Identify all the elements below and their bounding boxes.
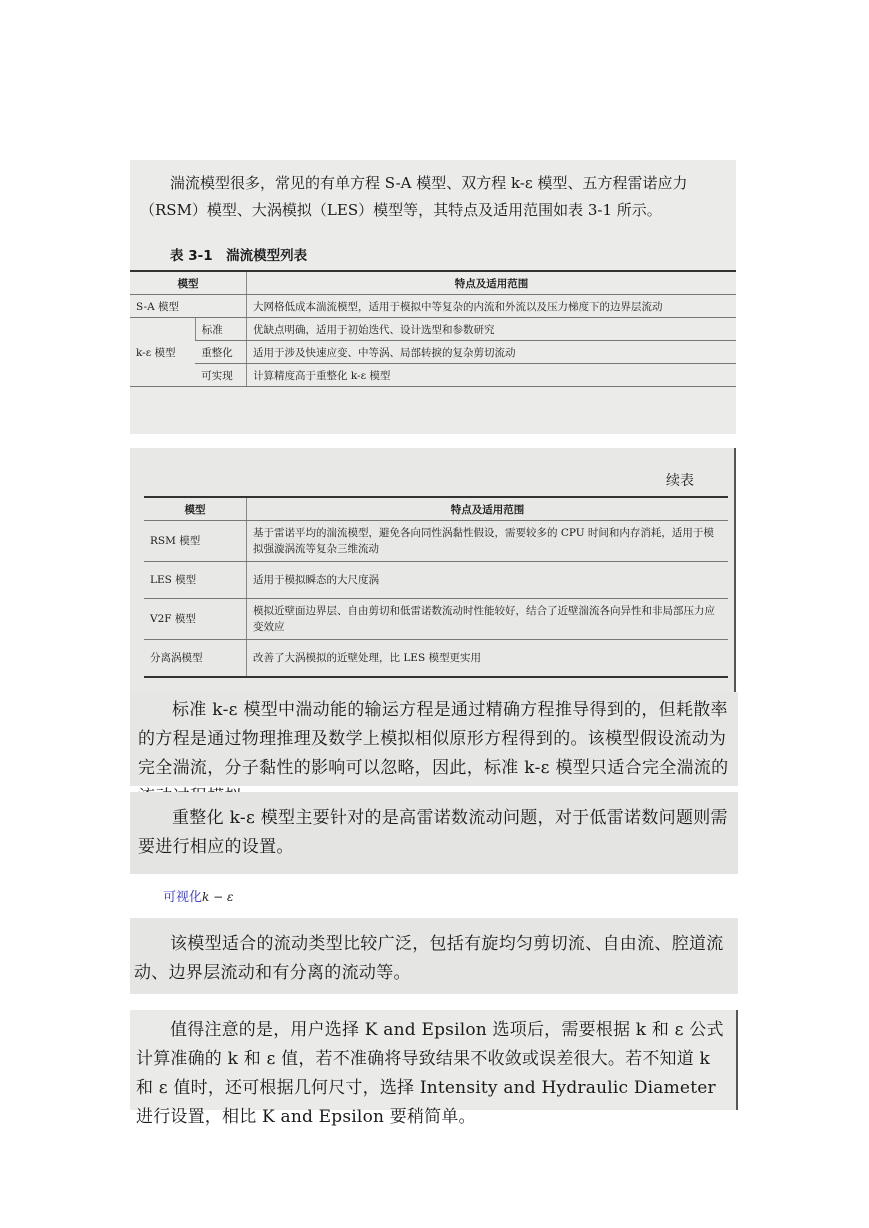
header-model: 模型 bbox=[144, 497, 247, 521]
table-header-row bbox=[130, 271, 736, 295]
intro-paragraph: 湍流模型很多，常见的有单方程 S-A 模型、双方程 k-ε 模型、五方程雷诺应力（RSM）模型、大涡模拟（LES）模型等，其特点及适用范围如表 3-1 所示。 bbox=[140, 174, 688, 219]
scan-block-table-3-1 bbox=[130, 160, 736, 434]
model-cell: S-A 模型 bbox=[130, 295, 247, 318]
scan-block-note bbox=[130, 1010, 738, 1127]
body-paragraph: 标准 k-ε 模型中湍动能的输运方程是通过精确方程推导得到的，但耗散率的方程是通过物理推理及数学上模拟相似原形方程得到的。该模型假设流动为完全湍流，分子黏性的影响可以忽略，因此，标准 k-ε 模型只适合完全湍流的 bbox=[138, 700, 729, 778]
sub-model-cell: 可实现 bbox=[195, 364, 246, 387]
header-desc: 特点及适用范围 bbox=[247, 271, 737, 295]
header-model: 模型 bbox=[130, 271, 247, 295]
link-label: 可视化 bbox=[163, 890, 203, 905]
desc-cell: 模拟近壁面边界层、自由剪切和低雷诺数流动时性能较好，结合了近壁湍流各向异性和非局部压力应变效应 bbox=[247, 599, 729, 640]
table-row bbox=[144, 599, 728, 640]
model-cell: V2F 模型 bbox=[144, 599, 247, 640]
header-desc: 特点及适用范围 bbox=[247, 497, 729, 521]
table-row bbox=[130, 295, 736, 318]
table-row bbox=[130, 318, 736, 341]
desc-cell: 计算精度高于重整化 k-ε 模型 bbox=[247, 364, 737, 387]
scan-block-standard-ke bbox=[130, 692, 738, 786]
model-cell: LES 模型 bbox=[144, 562, 247, 599]
table-row bbox=[130, 341, 736, 364]
body-paragraph: 重整化 k-ε 模型主要针对的是高雷诺数流动问题，对于低雷诺数问题则需要进行相应的设置。 bbox=[138, 808, 728, 857]
desc-cell: 基于雷诺平均的湍流模型，避免各向同性涡黏性假设，需要较多的 CPU 时间和内存消耗，适用于模拟强漩涡流等复杂三维流动 bbox=[247, 521, 729, 562]
table-row bbox=[144, 521, 728, 562]
table-caption: 表 3-1 湍流模型列表 bbox=[170, 248, 308, 264]
desc-cell: 适用于涉及快速应变、中等涡、局部转捩的复杂剪切流动 bbox=[247, 341, 737, 364]
turbulence-model-table-continued bbox=[144, 496, 728, 678]
desc-cell: 大网格低成本湍流模型，适用于模拟中等复杂的内流和外流以及压力梯度下的边界层流动 bbox=[247, 295, 737, 318]
visualize-ke-link[interactable] bbox=[163, 886, 233, 905]
scan-block-rng-ke bbox=[130, 792, 738, 874]
table-row bbox=[144, 562, 728, 599]
scan-block-table-continued bbox=[130, 448, 736, 692]
desc-cell: 适用于模拟瞬态的大尺度涡 bbox=[247, 562, 729, 599]
sub-model-cell: 重整化 bbox=[195, 341, 246, 364]
model-cell: 分离涡模型 bbox=[144, 640, 247, 678]
scan-block-flow-types bbox=[130, 918, 738, 994]
desc-cell: 优缺点明确，适用于初始迭代、设计选型和参数研究 bbox=[247, 318, 737, 341]
desc-cell: 改善了大涡模拟的近壁处理，比 LES 模型更实用 bbox=[247, 640, 729, 678]
model-cell: k-ε 模型 bbox=[130, 318, 195, 387]
table-header-row bbox=[144, 497, 728, 521]
body-paragraph: 该模型适合的流动类型比较广泛，包括有旋均匀剪切流、自由流、腔道流动、边界层流动和有分离的流动等。 bbox=[134, 934, 724, 983]
table-row bbox=[130, 364, 736, 387]
continued-label: 续表 bbox=[666, 473, 694, 489]
link-math: k − ε bbox=[202, 890, 234, 904]
turbulence-model-table bbox=[130, 270, 736, 387]
model-cell: RSM 模型 bbox=[144, 521, 247, 562]
sub-model-cell: 标准 bbox=[195, 318, 246, 341]
body-paragraph: 值得注意的是，用户选择 K and Epsilon 选项后，需要根据 k 和 ε 公式计算准确的 k 和 ε 值，若不准确将导致结果不收敛或误差很大。若不知道 k 和 ε 值时，还可根据几何尺寸，选择 Intensity and Hydraulic Diameter 进行设置，相比 K and Epsilon 要稍简单。 bbox=[136, 1020, 724, 1127]
table-row bbox=[144, 640, 728, 678]
